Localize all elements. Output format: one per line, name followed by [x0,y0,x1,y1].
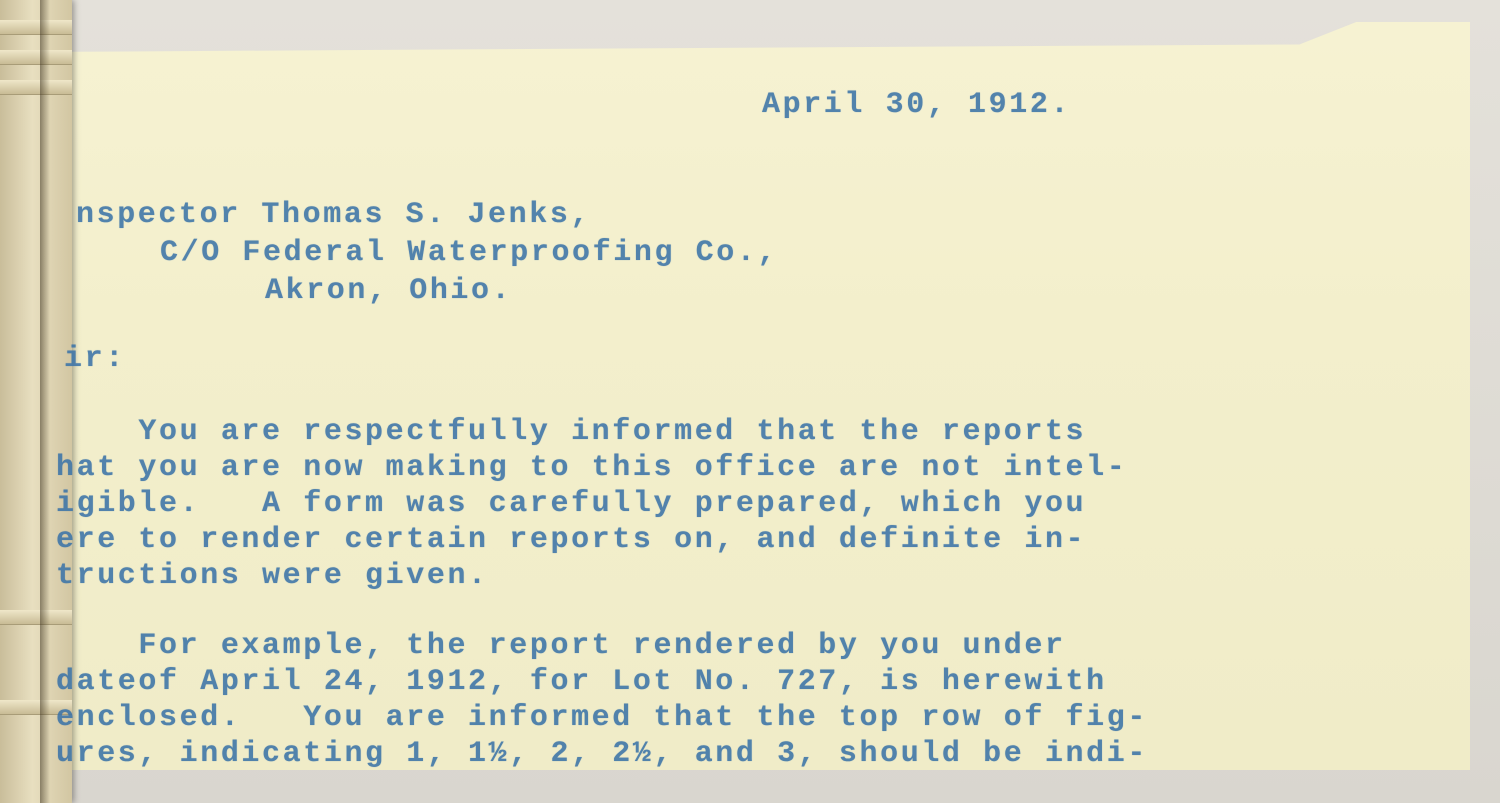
page-fold [0,80,72,95]
paragraph-line: dateof April 24, 1912, for Lot No. 727, is herewith [56,665,1107,699]
address-line-recipient: nspector Thomas S. Jenks, [76,198,592,232]
page-fold [0,20,72,35]
letter-date: April 30, 1912. [762,88,1072,122]
paragraph-line: For example, the report rendered by you under [56,629,1066,663]
binding-shadow [40,0,50,803]
page-fold [0,610,72,625]
paragraph-1 [56,414,1127,594]
address-line-city: Akron, Ohio. [265,274,513,308]
page-fold [0,50,72,65]
address-line-company: C/O Federal Waterproofing Co., [160,236,779,270]
paragraph-line: hat you are now making to this office are not intel- [56,451,1128,485]
salutation: ir: [64,342,126,376]
paragraph-line: igible. A form was carefully prepared, which you [56,487,1087,521]
paragraph-line: ures, indicating 1, 1½, 2, 2½, and 3, should be indi- [56,737,1148,771]
paragraph-line: enclosed. You are informed that the top row of fig- [56,701,1148,735]
paragraph-line: You are respectfully informed that the reports [56,415,1087,449]
paragraph-line: tructions were given. [56,559,489,593]
paragraph-2 [56,628,1148,772]
paragraph-line: ere to render certain reports on, and definite in- [56,523,1087,557]
